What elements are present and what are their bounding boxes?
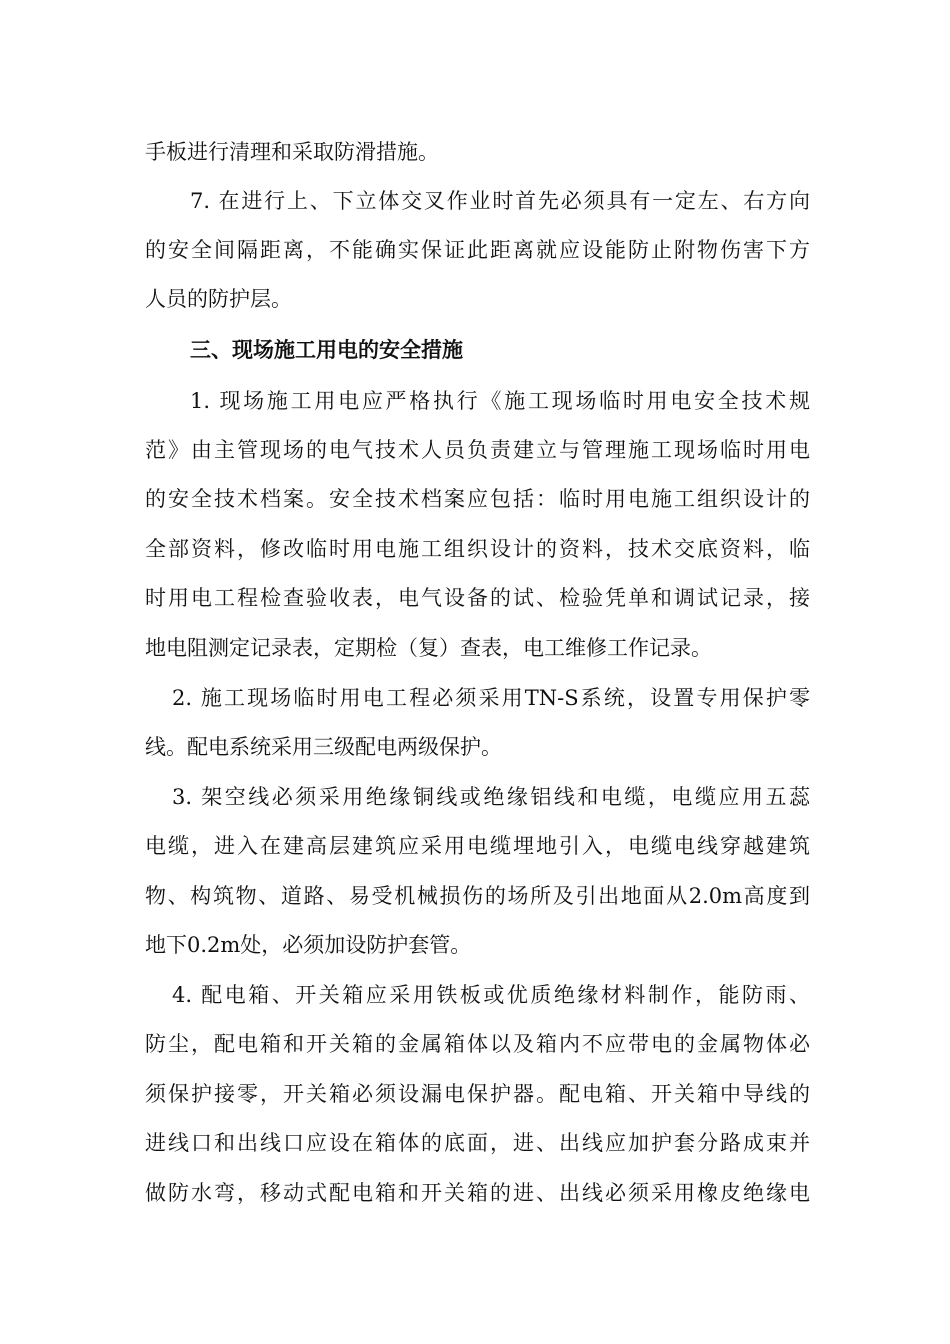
text-line: 地下0.2m处，必须加设防护套管。 — [145, 933, 472, 957]
paragraph-3-start: 3. 架空线必须采用绝缘铜线或绝缘铝线和电缆，电缆应用五蕊 — [172, 785, 810, 809]
text-line: 物、构筑物、道路、易受机械损伤的场所及引出地面从2.0m高度到 — [145, 884, 810, 908]
text-line: 全部资料，修改临时用电施工组织设计的资料，技术交底资料，临 — [145, 537, 810, 561]
text-line: 防尘，配电箱和开关箱的金属箱体以及箱内不应带电的金属物体必 — [145, 1032, 810, 1056]
text-line: 线。配电系统采用三级配电两级保护。 — [145, 735, 502, 759]
text-line: 范》由主管现场的电气技术人员负责建立与管理施工现场临时用电 — [145, 438, 810, 462]
paragraph-7-start: 7. 在进行上、下立体交叉作业时首先必须具有一定左、右方向 — [190, 189, 810, 213]
text-line: 做防水弯，移动式配电箱和开关箱的进、出线必须采用橡皮绝缘电 — [145, 1181, 810, 1205]
text-line: 进线口和出线口应设在箱体的底面，进、出线应加护套分路成束并 — [145, 1131, 810, 1155]
text-line: 地电阻测定记录表，定期检（复）查表，电工维修工作记录。 — [145, 636, 712, 660]
paragraph-1-start: 1. 现场施工用电应严格执行《施工现场临时用电安全技术规 — [190, 389, 810, 413]
text-line: 人员的防护层。 — [145, 287, 292, 311]
text-line: 的安全技术档案。安全技术档案应包括：临时用电施工组织设计的 — [145, 487, 810, 511]
text-line: 的安全间隔距离，不能确实保证此距离就应设能防止附物伤害下方 — [145, 238, 810, 262]
text-line: 时用电工程检查验收表，电气设备的试、检验凭单和调试记录，接 — [145, 586, 810, 610]
paragraph-4-start: 4. 配电箱、开关箱应采用铁板或优质绝缘材料制作，能防雨、 — [172, 983, 810, 1007]
text-line: 电缆，进入在建高层建筑应采用电缆埋地引入，电缆电线穿越建筑 — [145, 834, 810, 858]
text-line: 手板进行清理和采取防滑措施。 — [145, 140, 439, 164]
paragraph-2-start: 2. 施工现场临时用电工程必须采用TN-S系统，设置专用保护零 — [172, 686, 810, 710]
section-heading: 三、现场施工用电的安全措施 — [190, 337, 463, 362]
text-line: 须保护接零，开关箱必须设漏电保护器。配电箱、开关箱中导线的 — [145, 1082, 810, 1106]
